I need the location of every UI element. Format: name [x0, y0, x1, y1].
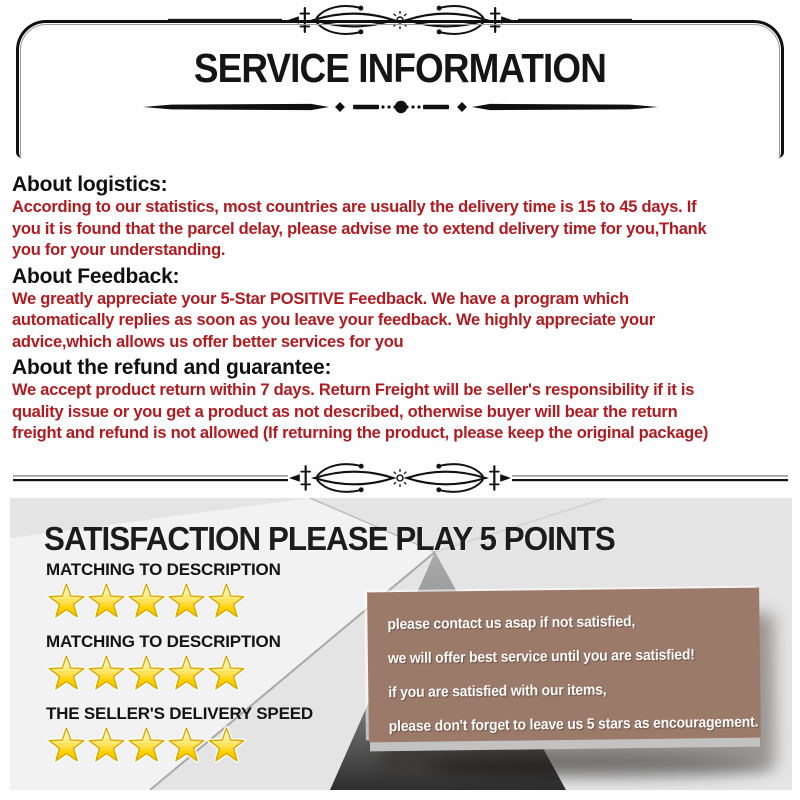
section-heading-feedback: About Feedback: — [12, 264, 180, 288]
five-star-rating — [46, 653, 281, 693]
refund-text-line: quality issue or you get a product as not described, otherwise buyer will bear the return — [12, 402, 678, 421]
notice-text-line: if you are satisfied with our items, — [388, 681, 607, 702]
contact-notice-card — [367, 588, 761, 743]
five-star-rating — [46, 581, 281, 621]
star-icon — [126, 581, 167, 621]
feedback-text-line: We greatly appreciate your 5-Star POSITIVE Feedback. We have a program which — [12, 289, 629, 308]
section-heading-refund: About the refund and guarantee: — [12, 356, 332, 379]
rating-row-description-2 — [46, 632, 281, 693]
page-title: SERVICE INFORMATION — [193, 45, 607, 91]
satisfaction-panel — [10, 498, 792, 790]
logistics-text-line: you it is found that the parcel delay, please advise me to extend delivery time for you,Thank — [12, 219, 707, 238]
star-icon — [46, 653, 87, 693]
star-icon — [166, 653, 207, 693]
title-divider-ornament — [143, 98, 658, 116]
five-star-rating — [46, 725, 313, 765]
feedback-text-line: advice,which allows us offer better services for you — [12, 332, 404, 351]
star-icon — [206, 653, 247, 693]
logistics-text-line: you for your understanding. — [12, 241, 226, 259]
star-icon — [86, 725, 127, 765]
refund-text-line: We accept product return within 7 days. Return Freight will be seller's responsibility if it is — [12, 381, 695, 399]
star-icon — [206, 725, 247, 765]
star-icon — [46, 581, 87, 621]
star-icon — [86, 653, 127, 693]
service-info-frame-inner — [20, 24, 780, 156]
refund-text-line: freight and refund is not allowed (If returning the product, please keep the original package) — [12, 424, 709, 442]
notice-text-line: we will offer best service until you are satisfied! — [387, 646, 695, 668]
logistics-text-line: According to our statistics, most countries are usually the delivery time is 15 to 45 days. If — [12, 198, 697, 216]
star-icon — [166, 725, 207, 765]
rating-row-description-1 — [46, 560, 281, 621]
star-icon — [166, 581, 207, 621]
star-icon — [126, 653, 167, 693]
service-info-frame — [16, 20, 784, 158]
rating-label: MATCHING TO DESCRIPTION — [46, 560, 281, 579]
star-icon — [206, 581, 247, 621]
star-icon — [46, 725, 87, 765]
section-heading-logistics: About logistics: — [12, 173, 168, 196]
notice-text-line: please contact us asap if not satisfied, — [387, 613, 636, 634]
satisfaction-title: SATISFACTION PLEASE PLAY 5 POINTS — [44, 520, 615, 557]
ornament-flourish-divider — [0, 458, 800, 498]
notice-text-line: please don't forget to leave us 5 stars as encouragement. — [388, 713, 759, 736]
rating-label: MATCHING TO DESCRIPTION — [46, 632, 281, 651]
star-icon — [86, 581, 127, 621]
rating-row-delivery-speed — [46, 704, 313, 765]
info-sections — [12, 170, 792, 445]
rating-label: THE SELLER'S DELIVERY SPEED — [46, 704, 313, 723]
feedback-text-line: automatically replies as soon as you leave your feedback. We highly appreciate your — [12, 311, 655, 329]
star-icon — [126, 725, 167, 765]
